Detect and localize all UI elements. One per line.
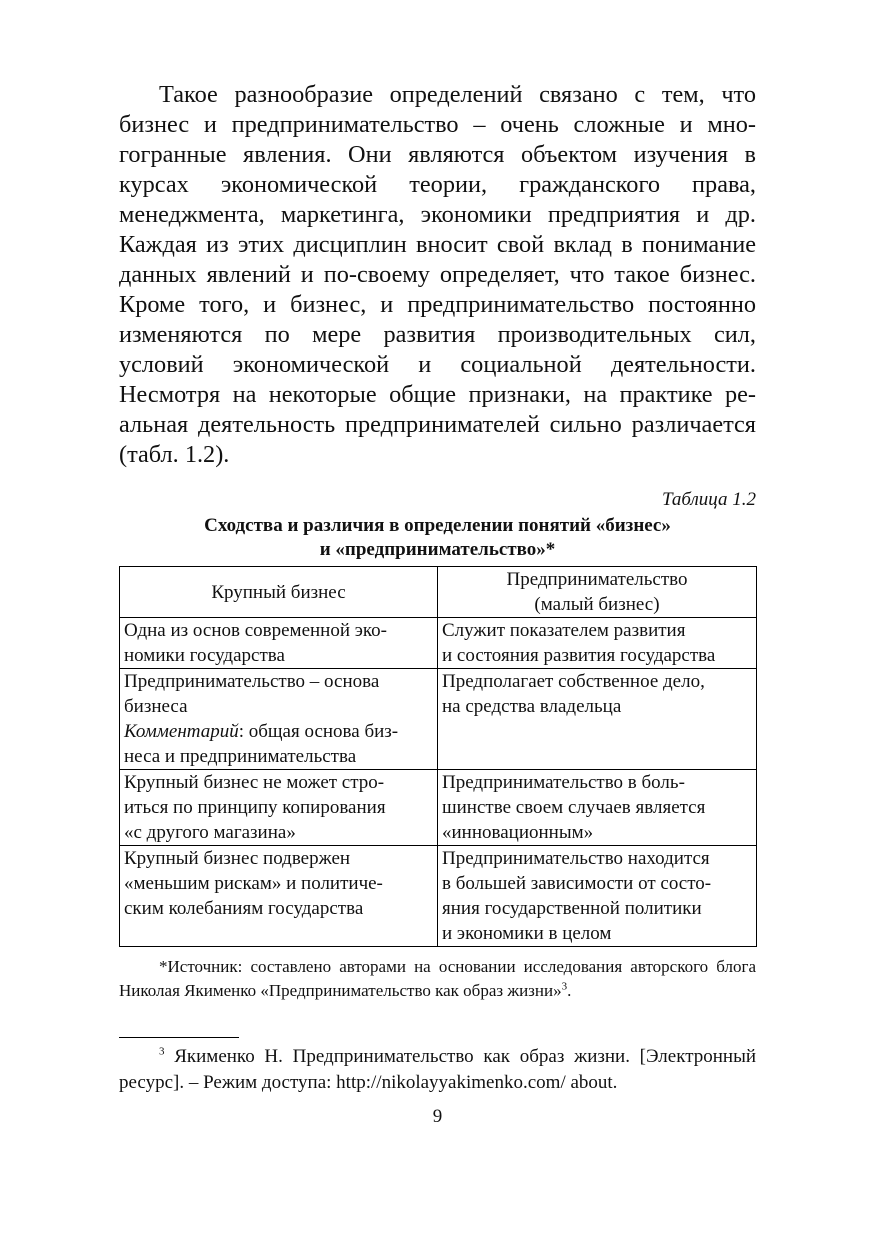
table-row [120,770,757,846]
footnote-text: Якименко Н. Предпринимательство как образ жизни. [Электронный ресурс]. – Режим доступа: http://nikolayyakimenko.com/ about. [119,1046,756,1093]
cell-line: Крупный бизнес не может стро- [124,772,385,793]
cell-line: «с другого магазина» [124,822,296,843]
row-4-left-cell [120,846,438,947]
row-1-left-cell [120,618,438,669]
row-4-right-cell [438,846,757,947]
table-title-line-1: Сходства и различия в определении понятий «бизнес» [204,515,671,536]
cell-line: «меньшим рискам» и политиче- [124,873,383,894]
cell-line: Крупный бизнес подвержен [124,848,351,869]
header-large-business [120,567,438,618]
footnote-separator [119,1037,239,1038]
table-title-line-2: и «предпринимательство»* [319,539,556,560]
cell-line: и экономики в целом [442,923,612,944]
table-row [120,669,757,770]
body-paragraph: Такое разнообразие определений связано с тем, что бизнес и предпринимательство – очень сложные и многогранные явления. Они являются объектом изучения в курсах экономической теории, гражданского права, менеджмента, маркетинга, экономики предприятия и др. Каждая из этих дисциплин вносит свой вклад в понимание данных явлений и по-своему определяет, что такое бизнес. Кроме того, и бизнес, и предпринимательство постоянно изменяются по мере развития производительных сил, условий экономической и социальной деятельности. Несмотря на некоторые общие признаки, на практике реальная деятельность предпринимателей сильно различается (табл. 1.2). [119,81,756,468]
cell-line: Предполагает собственное дело, [442,671,705,692]
footnote [119,1044,756,1096]
comment-text: : общая основа биз- [238,721,399,742]
cell-line: «инновационным» [442,822,594,843]
cell-line: Предпринимательство в боль- [442,772,685,793]
page-number: 9 [432,1106,443,1127]
cell-line: Предпринимательство – основа [124,671,380,692]
header-col2-line-2: (малый бизнес) [534,594,660,615]
row-3-right-cell [438,770,757,846]
source-note-footnote-ref[interactable]: 3 [561,980,568,993]
footnote-marker: 3 [159,1045,165,1058]
comment-label: Комментарий [124,721,239,742]
row-3-left-cell [120,770,438,846]
cell-line: Предпринимательство находится [442,848,710,869]
row-1-right-cell [438,618,757,669]
cell-line: Служит показателем развития [442,620,686,641]
cell-line: иться по принципу копирования [124,797,386,818]
row-2-right-cell [438,669,757,770]
comparison-table [119,566,757,947]
cell-line: на средства владельца [442,696,622,717]
header-col2-line-1: Предпринимательство [506,569,688,590]
cell-line: в большей зависимости от состо- [442,873,712,894]
cell-line: и состояния развития государства [442,645,716,666]
source-note-end: . [567,981,572,1000]
table-row [120,618,757,669]
header-col1-text: Крупный бизнес [211,581,346,603]
cell-line: неса и предпринимательства [124,746,357,767]
table-header-row [120,567,757,618]
cell-line: ским колебаниям государства [124,898,364,919]
row-2-left-cell [120,669,438,770]
table-title [119,514,756,562]
table-row [120,846,757,947]
comment-line [124,719,433,744]
source-note-text: *Источник: составлено авторами на основании исследования авторского блога Николая Якименко «Предпринимательство как образ жизни» [119,957,756,1000]
cell-line: яния государственной политики [442,898,702,919]
document-page [119,80,756,1129]
cell-line: Одна из основ современной эко- [124,620,388,641]
cell-line: номики государства [124,645,285,666]
cell-line: бизнеса [124,696,188,717]
table-source-note [119,955,756,1003]
header-entrepreneurship [438,567,757,618]
cell-line: шинстве своем случаев является [442,797,706,818]
table-caption: Таблица 1.2 [662,489,756,510]
